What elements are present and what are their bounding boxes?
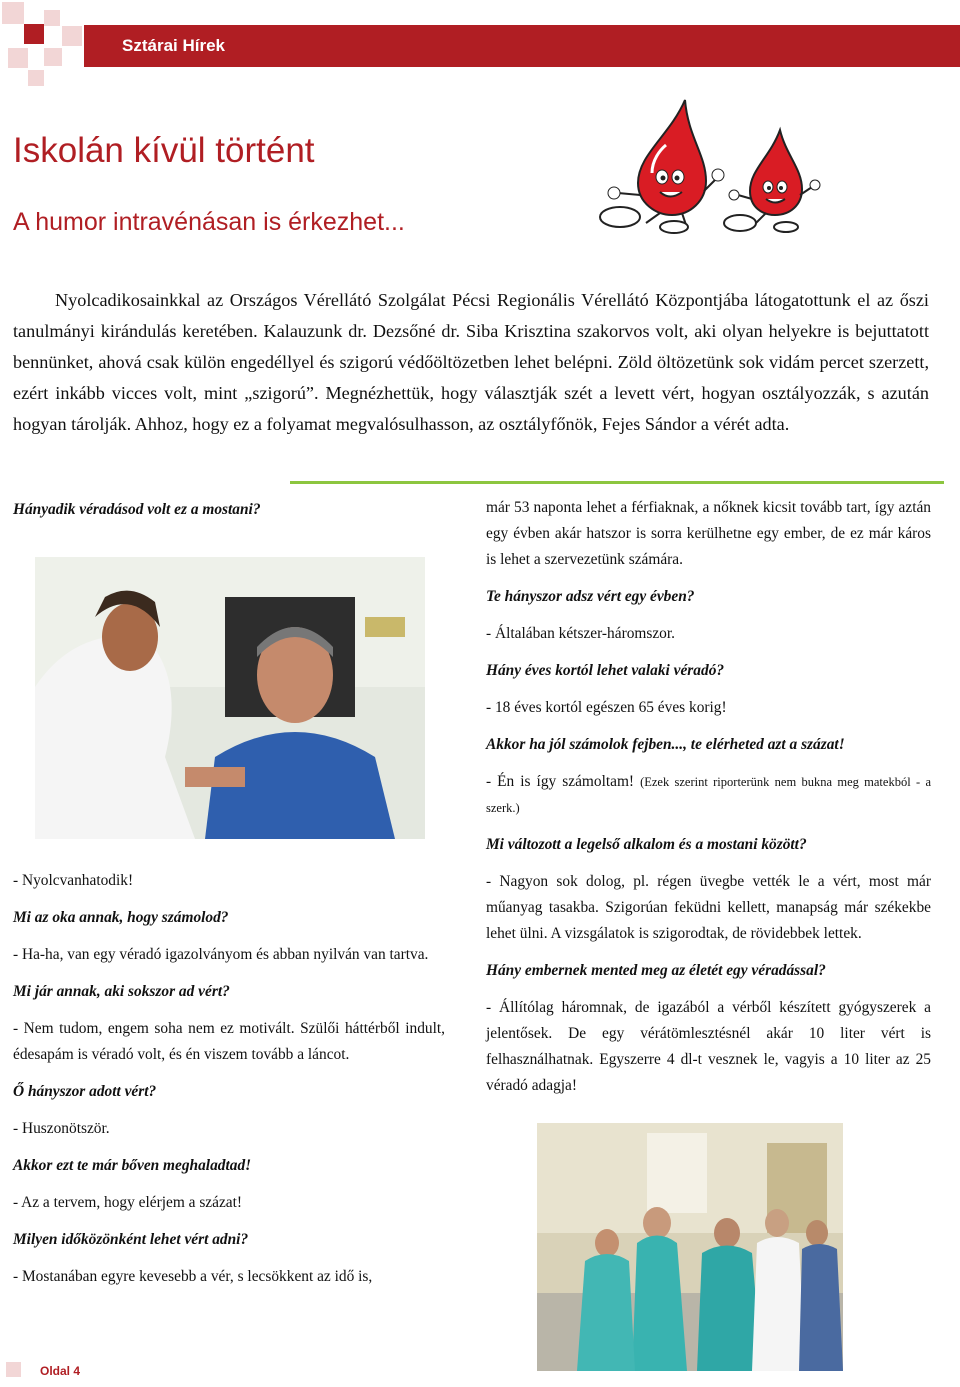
- article-subtitle: A humor intravénásan is érkezhet...: [13, 208, 405, 236]
- interview-answer: - Huszonötször.: [13, 1120, 110, 1137]
- interview-question: Hányadik véradásod volt ez a mostani?: [13, 501, 261, 518]
- decor-square: [28, 70, 44, 86]
- interview-answer: - Mostanában egyre kevesebb a vér, s lecsökkent az idő is,: [13, 1268, 373, 1285]
- interview-answer: - Nyolcvanhatodik!: [13, 872, 134, 889]
- photo-blood-donor: [35, 557, 425, 839]
- newsletter-title: Sztárai Hírek: [122, 36, 225, 55]
- interview-answer: - Nem tudom, engem soha nem ez motivált. Szülői háttérből indult, édesapám is véradó volt, és én viszem tovább a láncot.: [13, 1020, 445, 1063]
- interview-question: Mi jár annak, aki sokszor ad vért?: [13, 983, 230, 1000]
- section-title: Iskolán kívül történt: [13, 131, 315, 170]
- editor-note: (Ezek szerint riporterünk nem bukna meg matekból - a szerk.): [486, 775, 931, 815]
- interview-question: Mi változott a legelső alkalom és a mostani között?: [486, 836, 807, 853]
- interview-question: Akkor ha jól számolok fejben..., te elérheted azt a százat!: [486, 736, 845, 753]
- decor-square: [2, 2, 24, 24]
- interview-answer: - Általában kétszer-háromszor.: [486, 625, 676, 642]
- interview-question: Milyen időközönként lehet vért adni?: [13, 1231, 249, 1248]
- photo-students-green-gowns: [537, 1123, 843, 1371]
- header-bar: [84, 25, 960, 67]
- interview-answer: már 53 naponta lehet a férfiaknak, a nőknek kicsit tovább tart, így aztán egy évben akár hatszor is sorra kerülhetne egy ember, de ez már káros is lehet a szervezetünk számára.: [486, 499, 931, 568]
- interview-question: Hány embernek mented meg az életét egy véradással?: [486, 962, 826, 979]
- interview-answer: - Állítólag háromnak, de igazából a vérből készített gyógyszerek a jelentősek. De egy vérátömlesztésnél akár 10 liter vért is felhasználhatnak. Egyszerre 4 dl-t vesznek le, vagyis a 10 liter az 25 véradó adagja!: [486, 999, 931, 1094]
- blood-drop-mascots-illustration: [590, 95, 830, 235]
- decor-square: [44, 48, 62, 66]
- interview-answer: - Nagyon sok dolog, pl. régen üvegbe vették le a vért, most már műanyag tasakba. Szigorúan feküdni kellett, manapság már székekbe lehet ülni. A vizsgálatok is szigorodtak, de rövidebbek lettek.: [486, 873, 931, 942]
- answer-text: - Én is így számoltam!: [486, 773, 635, 790]
- intro-text: Nyolcadikosainkkal az Országos Vérellátó Szolgálat Pécsi Regionális Vérellátó Központjába látogatottunk el az őszi tanulmányi kirándulás keretében. Kalauzunk dr. Dezsőné dr. Siba Krisztina szakorvos volt, aki olyan helyekre is bejuttatott bennünket, ahová csak külön engedéllyel és szigorú védőöltözetben lehet belépni. Zöld öltözetünk sok vidám percet szerzett, ezért inkább vicces volt, mint „szigorú”. Megnézhettük, hogy választják szét a levett vért, hogyan osztályozzák, s azután hogyan tárolják. Ahhoz, hogy ez a folyamat megvalósulhasson, az osztályfőnök, Fejes Sándor a vérét adta.: [13, 290, 929, 434]
- interview-question: Hány éves kortól lehet valaki véradó?: [486, 662, 725, 679]
- interview-answer: - 18 éves kortól egészen 65 éves korig!: [486, 699, 727, 716]
- interview-question: Ő hányszor adott vért?: [13, 1083, 157, 1100]
- interview-right-column: [486, 495, 931, 1110]
- interview-answer: - Ha-ha, van egy véradó igazolványom és abban nyilván van tartva.: [13, 946, 429, 963]
- decor-square: [62, 26, 82, 46]
- intro-paragraph: [13, 285, 929, 440]
- decor-square: [24, 24, 44, 44]
- interview-left-top: [13, 497, 443, 534]
- interview-question: Akkor ezt te már bőven meghaladtad!: [13, 1157, 252, 1174]
- interview-answer: - Az a tervem, hogy elérjem a százat!: [13, 1194, 243, 1211]
- interview-question: Te hányszor adsz vért egy évben?: [486, 588, 695, 605]
- page-number: Oldal 4: [40, 1364, 81, 1378]
- interview-left-bottom: [13, 868, 445, 1301]
- footer-square: [6, 1362, 21, 1377]
- divider-line: [290, 481, 944, 484]
- blood-drop-mascot: [724, 130, 820, 232]
- blood-drop-mascot: [600, 100, 724, 233]
- interview-answer: [486, 769, 931, 821]
- decor-square: [44, 10, 60, 26]
- decor-square: [8, 48, 28, 68]
- interview-question: Mi az oka annak, hogy számolod?: [13, 909, 229, 926]
